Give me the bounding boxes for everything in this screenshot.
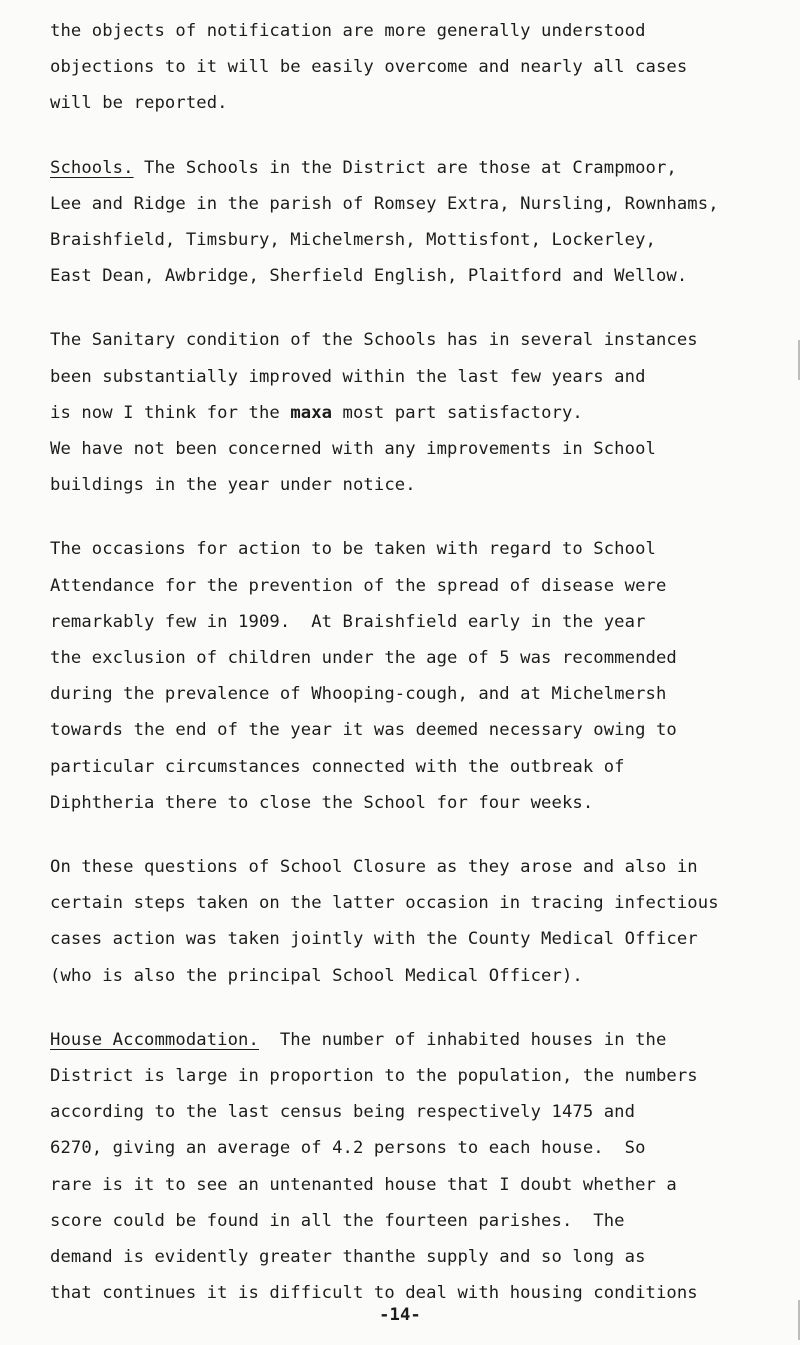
text-line	[50, 474, 416, 496]
text-line-content: towards the end of the year it was deemed necessary owing to	[50, 720, 677, 741]
text-line-rest: most part satisfactory.	[332, 402, 583, 423]
text-line	[50, 402, 583, 424]
text-line	[50, 792, 593, 814]
text-line-content: The Sanitary condition of the Schools has in several instances	[50, 330, 698, 351]
text-line-content: The occasions for action to be taken with regard to School	[50, 539, 656, 560]
text-line-content: remarkably few in 1909. At Braishfield early in the year	[50, 611, 646, 632]
text-line-content: On these questions of School Closure as they arose and also in	[50, 857, 698, 877]
text-line	[50, 856, 698, 878]
text-line	[50, 683, 666, 705]
text-line-content: the objects of notification are more generally understood	[50, 21, 646, 41]
text-line-content: rare is it to see an untenanted house that I doubt whether a	[50, 1174, 677, 1195]
text-line	[50, 756, 625, 778]
text-line	[50, 575, 666, 597]
house-heading: House Accommodation.	[50, 1029, 259, 1050]
text-line	[50, 1029, 666, 1051]
text-line	[50, 1137, 646, 1159]
text-line	[50, 56, 687, 78]
text-line	[50, 329, 698, 351]
text-line	[50, 265, 687, 287]
text-line-content: been substantially improved within the last few years and	[50, 366, 646, 387]
text-line	[50, 20, 646, 42]
schools-heading: Schools.	[50, 157, 134, 178]
text-line-content: objections to it will be easily overcome and nearly all cases	[50, 57, 688, 78]
text-line	[50, 157, 677, 179]
text-line-content: will be reported.	[50, 93, 228, 114]
text-line	[50, 965, 583, 987]
page-number: -14-	[379, 1305, 421, 1325]
text-line	[50, 1282, 698, 1304]
text-line	[50, 611, 646, 633]
text-line-content: 6270, giving an average of 4.2 persons to each house. So	[50, 1138, 646, 1159]
text-line-content: score could be found in all the fourteen parishes. The	[50, 1210, 625, 1231]
text-line	[50, 1101, 635, 1123]
struck-word: maxa	[290, 402, 333, 423]
text-line-content: District is large in proportion to the population, the numbers	[50, 1066, 698, 1086]
text-line	[50, 92, 228, 114]
text-line	[50, 647, 677, 669]
text-line-content: (who is also the principal School Medical Officer).	[50, 965, 583, 986]
text-line	[50, 719, 677, 741]
text-line-content: demand is evidently greater thanthe supply and so long as	[50, 1247, 646, 1267]
text-line-content: certain steps taken on the latter occasion in tracing infectious	[50, 893, 719, 914]
text-line-content: during the prevalence of Whooping-cough, and at Michelmersh	[50, 684, 667, 705]
text-line-content: Diphtheria there to close the School for four weeks.	[50, 792, 594, 813]
text-line-content: the exclusion of children under the age of 5 was recommended	[50, 648, 677, 668]
text-line	[50, 229, 656, 251]
text-line-content: Attendance for the prevention of the spread of disease were	[50, 575, 667, 596]
text-line-rest: The number of inhabited houses in the	[258, 1029, 667, 1050]
text-line-content: East Dean, Awbridge, Sherfield English, Plaitford and Wellow.	[50, 266, 688, 287]
text-line-content: particular circumstances connected with the outbreak of	[50, 756, 625, 777]
text-line-content: that continues it is difficult to deal with housing conditions	[50, 1283, 698, 1304]
text-line-content: We have not been concerned with any improvements in School	[50, 439, 656, 459]
text-line	[50, 1065, 698, 1087]
text-line	[50, 1174, 677, 1196]
text-line-start: is now I think for the	[50, 402, 291, 423]
text-line-content: cases action was taken jointly with the County Medical Officer	[50, 929, 698, 950]
text-line-content: according to the last census being respectively 1475 and	[50, 1102, 636, 1123]
text-line-rest: The Schools in the District are those at Crampmoor,	[133, 157, 677, 178]
text-line	[50, 538, 656, 560]
text-line-content: Braishfield, Timsbury, Michelmersh, Mottisfont, Lockerley,	[50, 230, 656, 250]
text-line	[50, 438, 656, 460]
text-line	[50, 1210, 625, 1232]
text-line	[50, 1246, 646, 1268]
text-line-content: buildings in the year under notice.	[50, 475, 416, 496]
text-line-content: Lee and Ridge in the parish of Romsey Extra, Nursling, Rownhams,	[50, 193, 719, 214]
text-line	[50, 193, 719, 215]
text-line	[50, 892, 719, 914]
text-line	[50, 366, 646, 388]
text-line	[50, 928, 698, 950]
